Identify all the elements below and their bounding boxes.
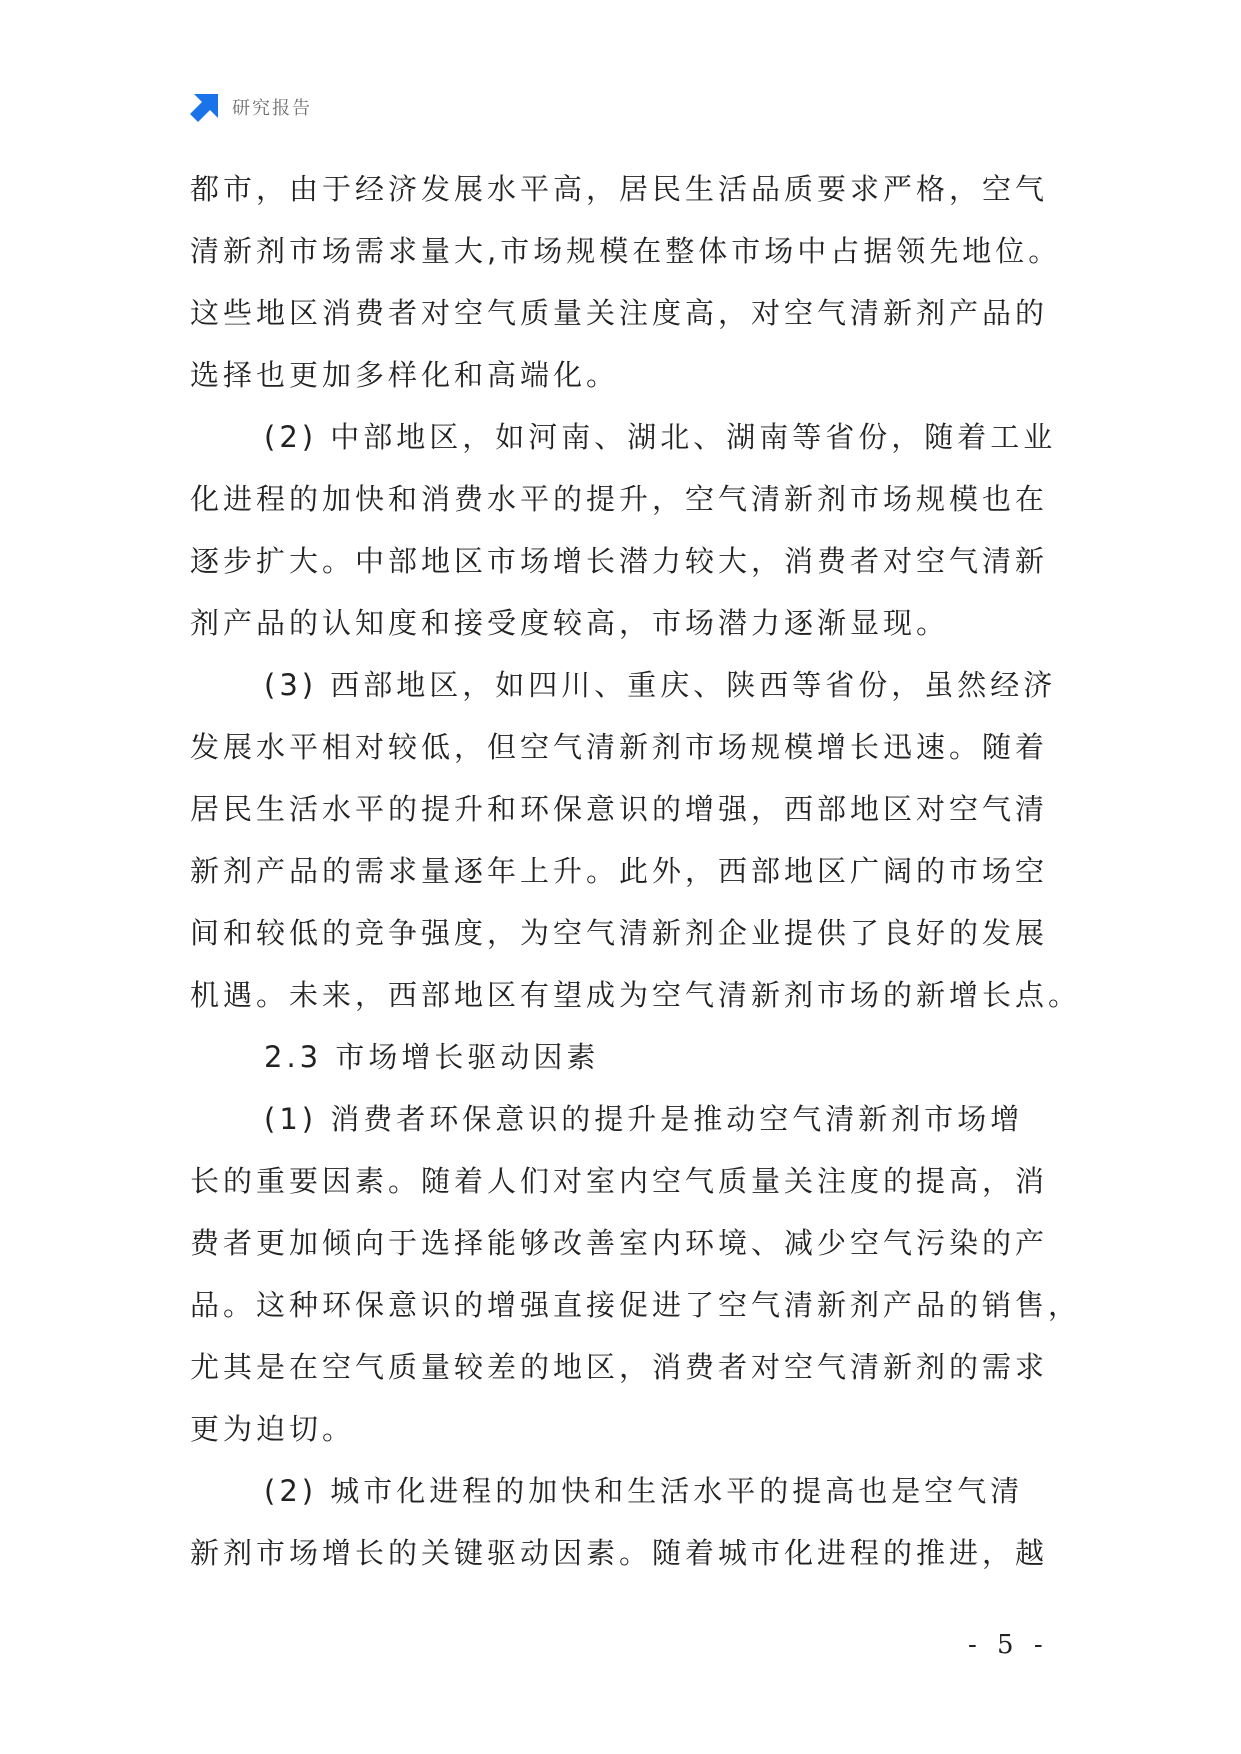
arrow-up-right-icon bbox=[190, 92, 220, 122]
text-line: 更为迫切。 bbox=[190, 1412, 356, 1446]
text-line: 选择也更加多样化和高端化。 bbox=[190, 358, 620, 392]
text-line: 长的重要因素。随着人们对室内空气质量关注度的提高，消 bbox=[190, 1164, 1049, 1198]
text-line: 间和较低的竞争强度，为空气清新剂企业提供了良好的发展 bbox=[190, 916, 1049, 950]
text-line: 品。这种环保意识的增强直接促进了空气清新剂产品的销售， bbox=[190, 1288, 1082, 1322]
text-line: 化进程的加快和消费水平的提升，空气清新剂市场规模也在 bbox=[190, 482, 1049, 516]
text-line: 新剂产品的需求量逐年上升。此外，西部地区广阔的市场空 bbox=[190, 854, 1049, 888]
text-line: 机遇。未来，西部地区有望成为空气清新剂市场的新增长点。 bbox=[190, 978, 1082, 1012]
text-line: (1) 消费者环保意识的提升是推动空气清新剂市场增 bbox=[264, 1102, 1024, 1136]
text-line: (3) 西部地区，如四川、重庆、陕西等省份，虽然经济 bbox=[264, 668, 1057, 702]
body-text bbox=[190, 158, 1082, 1584]
text-line: 剂产品的认知度和接受度较高，市场潜力逐渐显现。 bbox=[190, 606, 950, 640]
text-line: 都市，由于经济发展水平高，居民生活品质要求严格，空气 bbox=[190, 172, 1049, 206]
text-line: 2.3 市场增长驱动因素 bbox=[264, 1040, 600, 1074]
text-line: 新剂市场增长的关键驱动因素。随着城市化进程的推进，越 bbox=[190, 1536, 1049, 1570]
header-title: 研究报告 bbox=[232, 98, 312, 119]
text-line: 逐步扩大。中部地区市场增长潜力较大，消费者对空气清新 bbox=[190, 544, 1049, 578]
text-line: (2) 城市化进程的加快和生活水平的提高也是空气清 bbox=[264, 1474, 1024, 1508]
text-line: (2) 中部地区，如河南、湖北、湖南等省份，随着工业 bbox=[264, 420, 1057, 454]
text-line: 费者更加倾向于选择能够改善室内环境、减少空气污染的产 bbox=[190, 1226, 1049, 1260]
text-line: 发展水平相对较低，但空气清新剂市场规模增长迅速。随着 bbox=[190, 730, 1049, 764]
page-number: - 5 - bbox=[968, 1630, 1049, 1660]
text-line: 居民生活水平的提升和环保意识的增强，西部地区对空气清 bbox=[190, 792, 1049, 826]
report-header bbox=[190, 92, 312, 122]
text-line: 尤其是在空气质量较差的地区，消费者对空气清新剂的需求 bbox=[190, 1350, 1049, 1384]
text-line: 清新剂市场需求量大,市场规模在整体市场中占据领先地位。 bbox=[190, 234, 1062, 268]
text-line: 这些地区消费者对空气质量关注度高，对空气清新剂产品的 bbox=[190, 296, 1049, 330]
